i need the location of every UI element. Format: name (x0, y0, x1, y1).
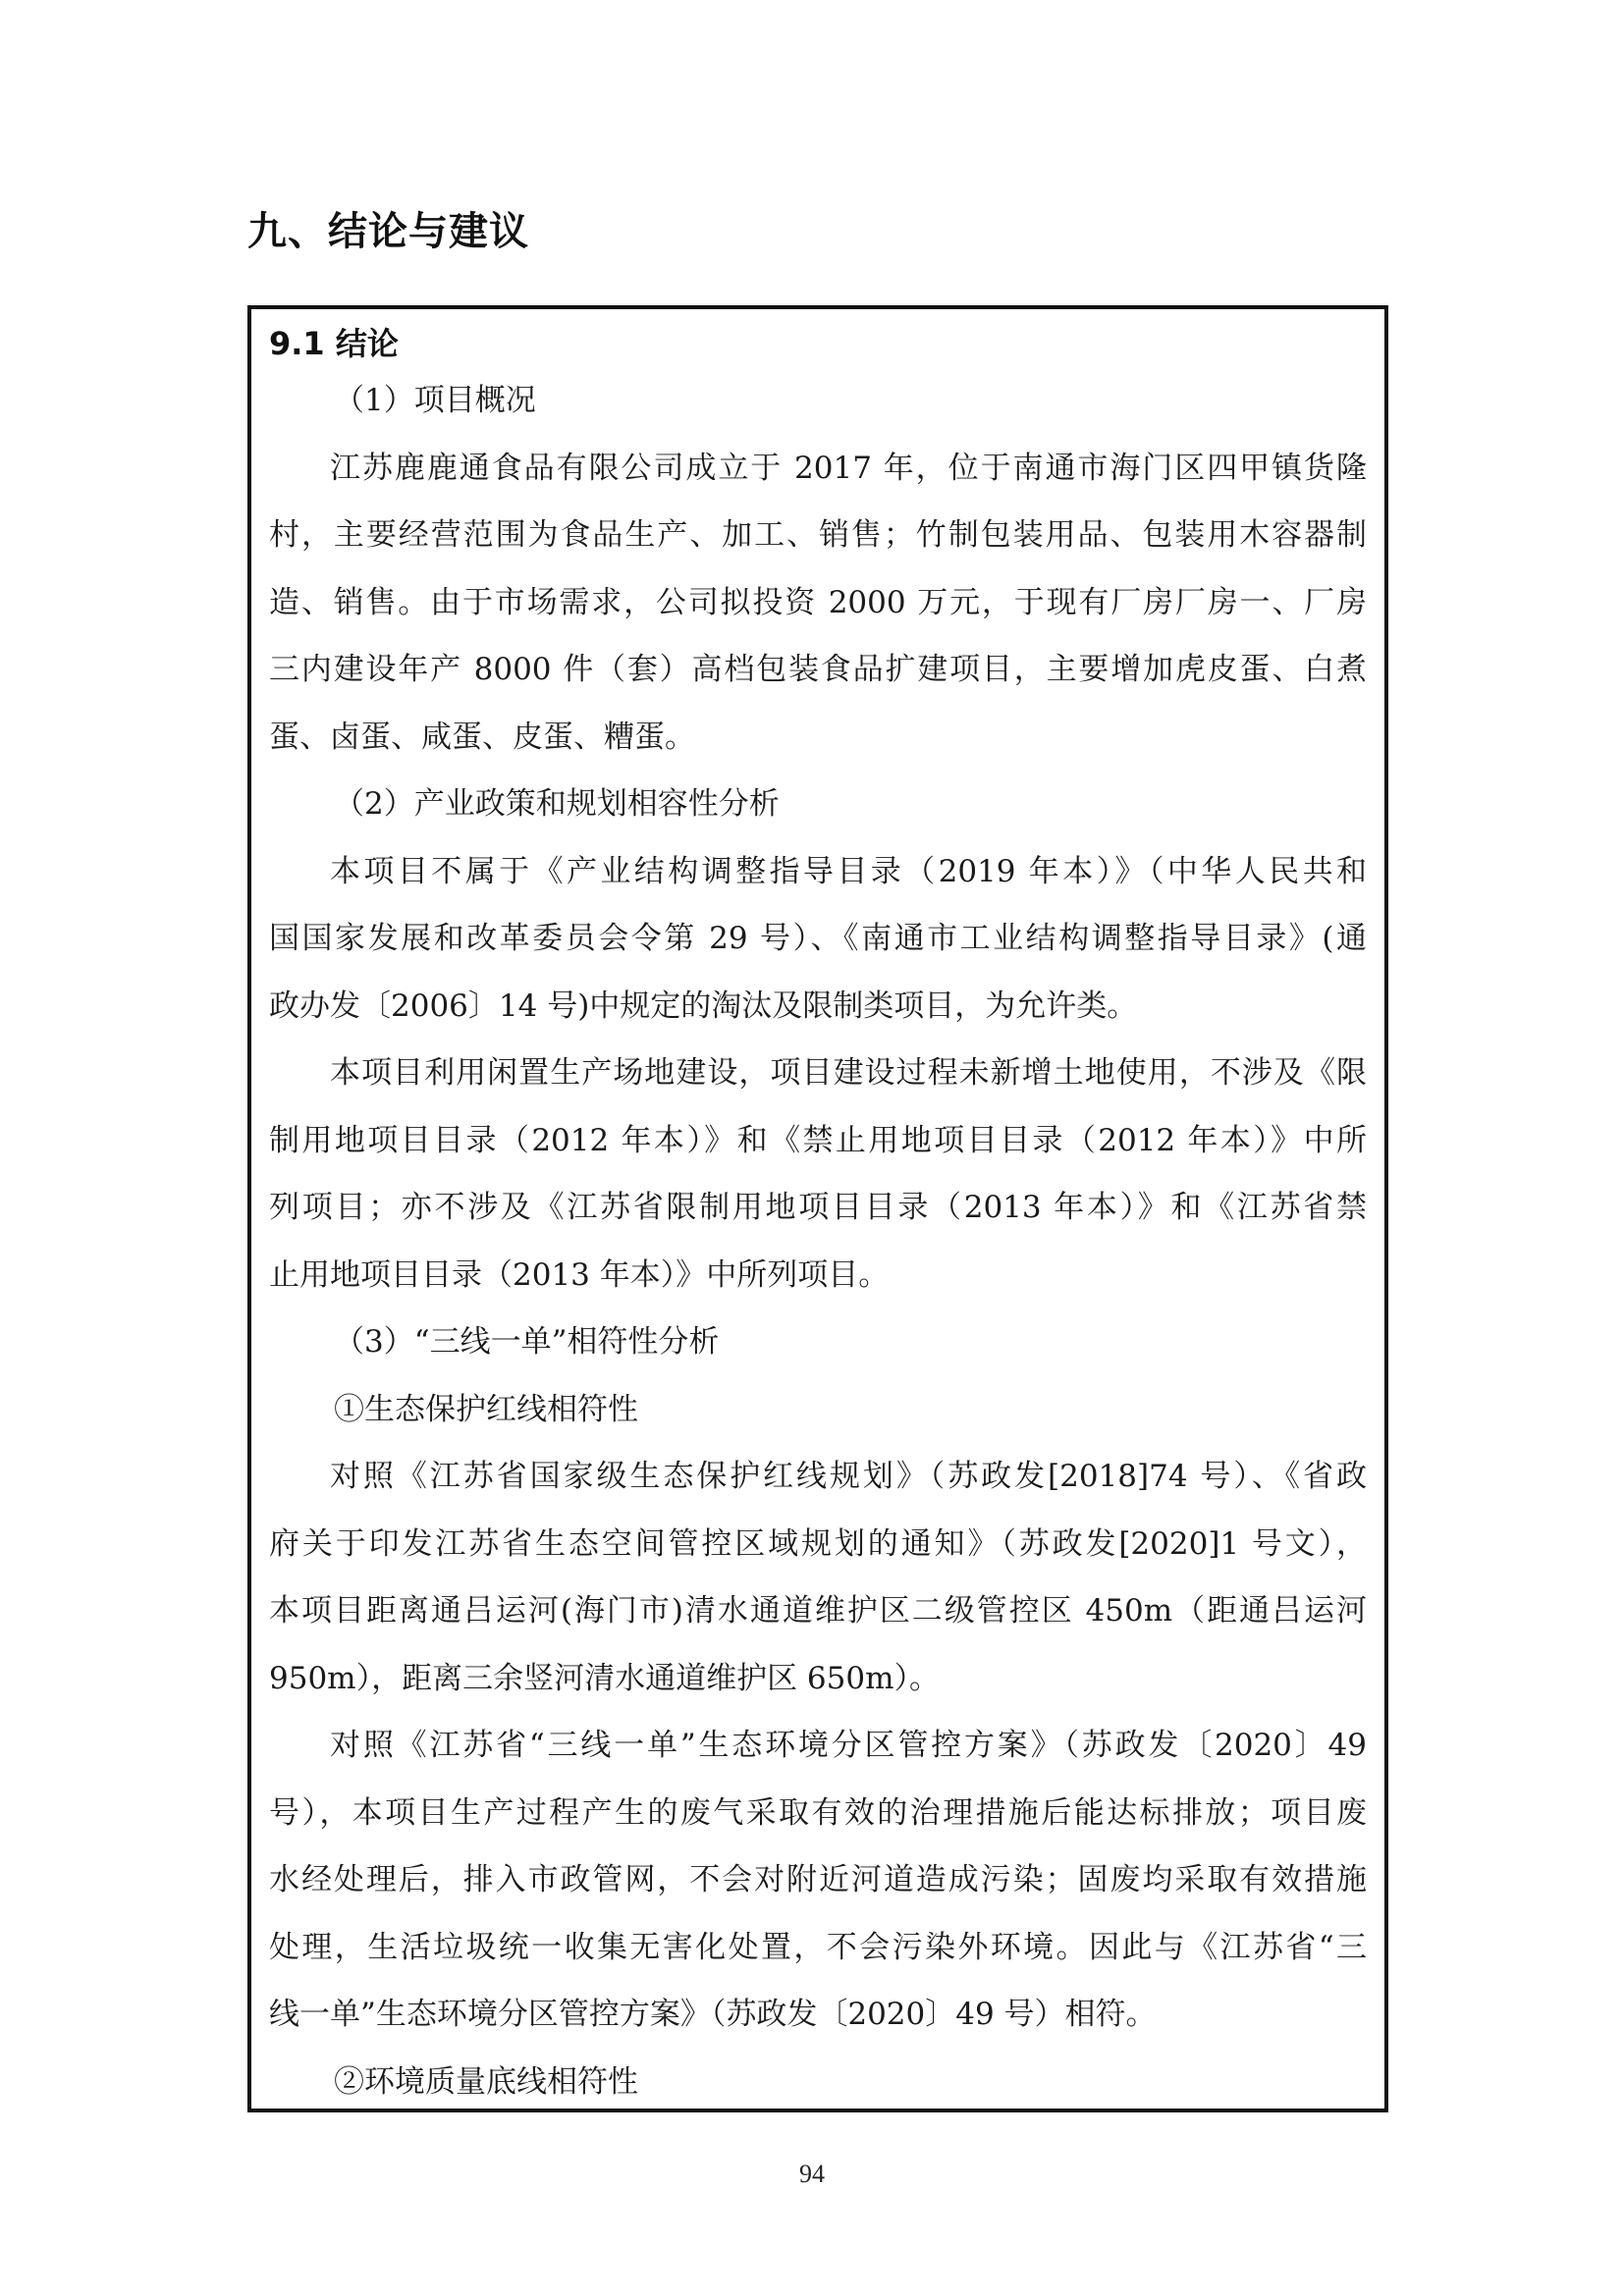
page-number: 94 (799, 2160, 825, 2188)
text-line: 三内建设年产 8000 件（套）高档包装食品扩建项目，主要增加虎皮蛋、白煮 (269, 652, 1367, 687)
text-line: 江苏鹿鹿通食品有限公司成立于 2017 年，位于南通市海门区四甲镇货隆 (330, 450, 1367, 486)
text-line: 对照《江苏省“三线一单”生态环境分区管控方案》（苏政发〔2020〕49 (330, 1728, 1367, 1763)
text-line: 制用地项目目录（2012 年本）》和《禁止用地项目目录（2012 年本）》中所 (269, 1122, 1367, 1158)
text-line: 本项目距离通吕运河(海门市)清水通道维护区二级管控区 450m（距通吕运河 (269, 1593, 1367, 1629)
text-line: 政办发〔2006〕14 号)中规定的淘汰及限制类项目，为允许类。 (269, 988, 1138, 1024)
text-line: 止用地项目目录（2013 年本）》中所列项目。 (269, 1256, 890, 1293)
section-title: 9.1 结论 (269, 325, 399, 362)
text-line: ②环境质量底线相符性 (334, 2063, 638, 2100)
text-line: 处理，生活垃圾统一收集无害化处置，不会污染外环境。因此与《江苏省“三 (269, 1929, 1367, 1965)
text-line: （2）产业政策和规划相容性分析 (334, 786, 780, 822)
chapter-title: 九、结论与建议 (247, 209, 529, 254)
text-line: 列项目；亦不涉及《江苏省限制用地项目目录（2013 年本）》和《江苏省禁 (269, 1190, 1367, 1225)
text-line: 号），本项目生产过程产生的废气采取有效的治理措施后能达标排放；项目废 (269, 1794, 1367, 1831)
body-text (269, 367, 1367, 2115)
text-line: 国国家发展和改革委员会令第 29 号）、《南通市工业结构调整指导目录》(通 (269, 921, 1367, 956)
text-line: （1）项目概况 (334, 383, 536, 418)
text-line: 线一单”生态环境分区管控方案》（苏政发〔2020〕49 号）相符。 (269, 1997, 1157, 2032)
text-line: （3）“三线一单”相符性分析 (334, 1324, 720, 1360)
text-line: 950m），距离三余竖河清水通道维护区 650m）。 (269, 1660, 940, 1696)
text-line: 造、销售。由于市场需求，公司拟投资 2000 万元，于现有厂房厂房一、厂房 (269, 584, 1367, 620)
text-line: 本项目不属于《产业结构调整指导目录（2019 年本）》（中华人民共和 (330, 853, 1367, 889)
text-line: ①生态保护红线相符性 (334, 1391, 638, 1427)
text-line: 本项目利用闲置生产场地建设，项目建设过程未新增土地使用，不涉及《限 (330, 1055, 1367, 1091)
text-line: 蛋、卤蛋、咸蛋、皮蛋、糟蛋。 (269, 719, 695, 755)
text-line: 村，主要经营范围为食品生产、加工、销售；竹制包装用品、包装用木容器制 (269, 517, 1367, 553)
text-line: 水经处理后，排入市政管网，不会对附近河道造成污染；固废均采取有效措施 (269, 1862, 1367, 1897)
conclusion-frame (247, 305, 1388, 2112)
text-line: 对照《江苏省国家级生态保护红线规划》（苏政发[2018]74 号）、《省政 (330, 1459, 1367, 1494)
text-line: 府关于印发江苏省生态空间管控区域规划的通知》（苏政发[2020]1 号文）， (269, 1525, 1367, 1562)
